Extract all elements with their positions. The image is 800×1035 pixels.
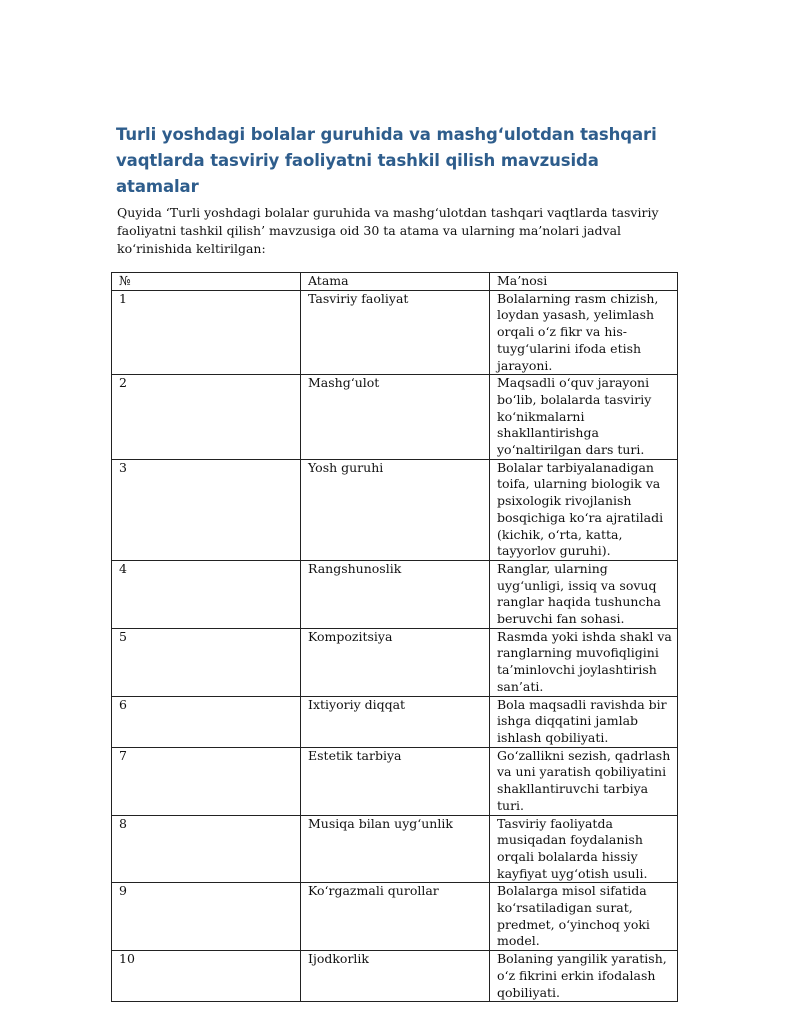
- row-meaning: Ranglar, ularning uyg‘unligi, issiq va sovuq ranglar haqida tushuncha beruvchi fan sohasi.: [490, 560, 678, 628]
- row-number: 4: [112, 560, 301, 628]
- row-meaning: Go‘zallikni sezish, qadrlash va uni yaratish qobiliyatini shakllantiruvchi tarbiya turi.: [490, 747, 678, 815]
- row-meaning: Bolalarga misol sifatida ko‘rsatiladigan surat, predmet, o‘yinchoq yoki model.: [490, 883, 678, 951]
- table-row: [112, 696, 678, 747]
- row-term: Tasviriy faoliyat: [301, 290, 490, 375]
- row-meaning: Rasmda yoki ishda shakl va ranglarning muvofiqligini ta’minlovchi joylashtirish san’ati.: [490, 628, 678, 696]
- table-row: [112, 815, 678, 883]
- row-term: Kompozitsiya: [301, 628, 490, 696]
- row-number: 7: [112, 747, 301, 815]
- table-row: [112, 883, 678, 951]
- row-term: Musiqa bilan uyg‘unlik: [301, 815, 490, 883]
- row-term: Ixtiyoriy diqqat: [301, 696, 490, 747]
- table-row: [112, 951, 678, 1002]
- row-term: Ko‘rgazmali qurollar: [301, 883, 490, 951]
- row-term: Yosh guruhi: [301, 459, 490, 560]
- row-meaning: Bolaning yangilik yaratish, o‘z fikrini erkin ifodalash qobiliyati.: [490, 951, 678, 1002]
- row-number: 3: [112, 459, 301, 560]
- table-row: [112, 628, 678, 696]
- header-term: Atama: [301, 273, 490, 291]
- row-meaning: Bolalar tarbiyalanadigan toifa, ularning biologik va psixologik rivojlanish bosqichiga ko‘ra ajratiladi (kichik, o‘rta, katta, tayyorlov guruhi).: [490, 459, 678, 560]
- row-meaning: Tasviriy faoliyatda musiqadan foydalanish orqali bolalarda hissiy kayfiyat uyg‘otish usuli.: [490, 815, 678, 883]
- document-page: [111, 122, 676, 1002]
- document-title: Turli yoshdagi bolalar guruhida va mashg‘ulotdan tashqari vaqtlarda tasviriy faoliyatni tashkil qilish mavzusida atamalar: [116, 125, 657, 196]
- row-number: 10: [112, 951, 301, 1002]
- terms-table: [111, 272, 678, 1002]
- header-meaning: Ma’nosi: [490, 273, 678, 291]
- table-row: [112, 290, 678, 375]
- header-number: №: [112, 273, 301, 291]
- table-row: [112, 747, 678, 815]
- row-term: Ijodkorlik: [301, 951, 490, 1002]
- intro-paragraph: Quyida ‘Turli yoshdagi bolalar guruhida va mashg‘ulotdan tashqari vaqtlarda tasviriy faoliyatni tashkil qilish’ mavzusiga oid 30 ta atama va ularning ma’nolari jadval ko‘rinishida keltirilgan:: [117, 205, 659, 256]
- table-row: [112, 459, 678, 560]
- row-number: 8: [112, 815, 301, 883]
- row-number: 6: [112, 696, 301, 747]
- row-term: Estetik tarbiya: [301, 747, 490, 815]
- table-header-row: [112, 273, 678, 291]
- row-meaning: Bolalarning rasm chizish, loydan yasash, yelimlash orqali o‘z fikr va his-tuyg‘ularini ifoda etish jarayoni.: [490, 290, 678, 375]
- row-term: Mashg‘ulot: [301, 375, 490, 460]
- row-number: 2: [112, 375, 301, 460]
- table-row: [112, 375, 678, 460]
- row-number: 9: [112, 883, 301, 951]
- row-meaning: Maqsadli o‘quv jarayoni bo‘lib, bolalarda tasviriy ko‘nikmalarni shakllantirishga yo‘naltirilgan dars turi.: [490, 375, 678, 460]
- row-number: 5: [112, 628, 301, 696]
- row-meaning: Bola maqsadli ravishda bir ishga diqqatini jamlab ishlash qobiliyati.: [490, 696, 678, 747]
- row-number: 1: [112, 290, 301, 375]
- table-row: [112, 560, 678, 628]
- row-term: Rangshunoslik: [301, 560, 490, 628]
